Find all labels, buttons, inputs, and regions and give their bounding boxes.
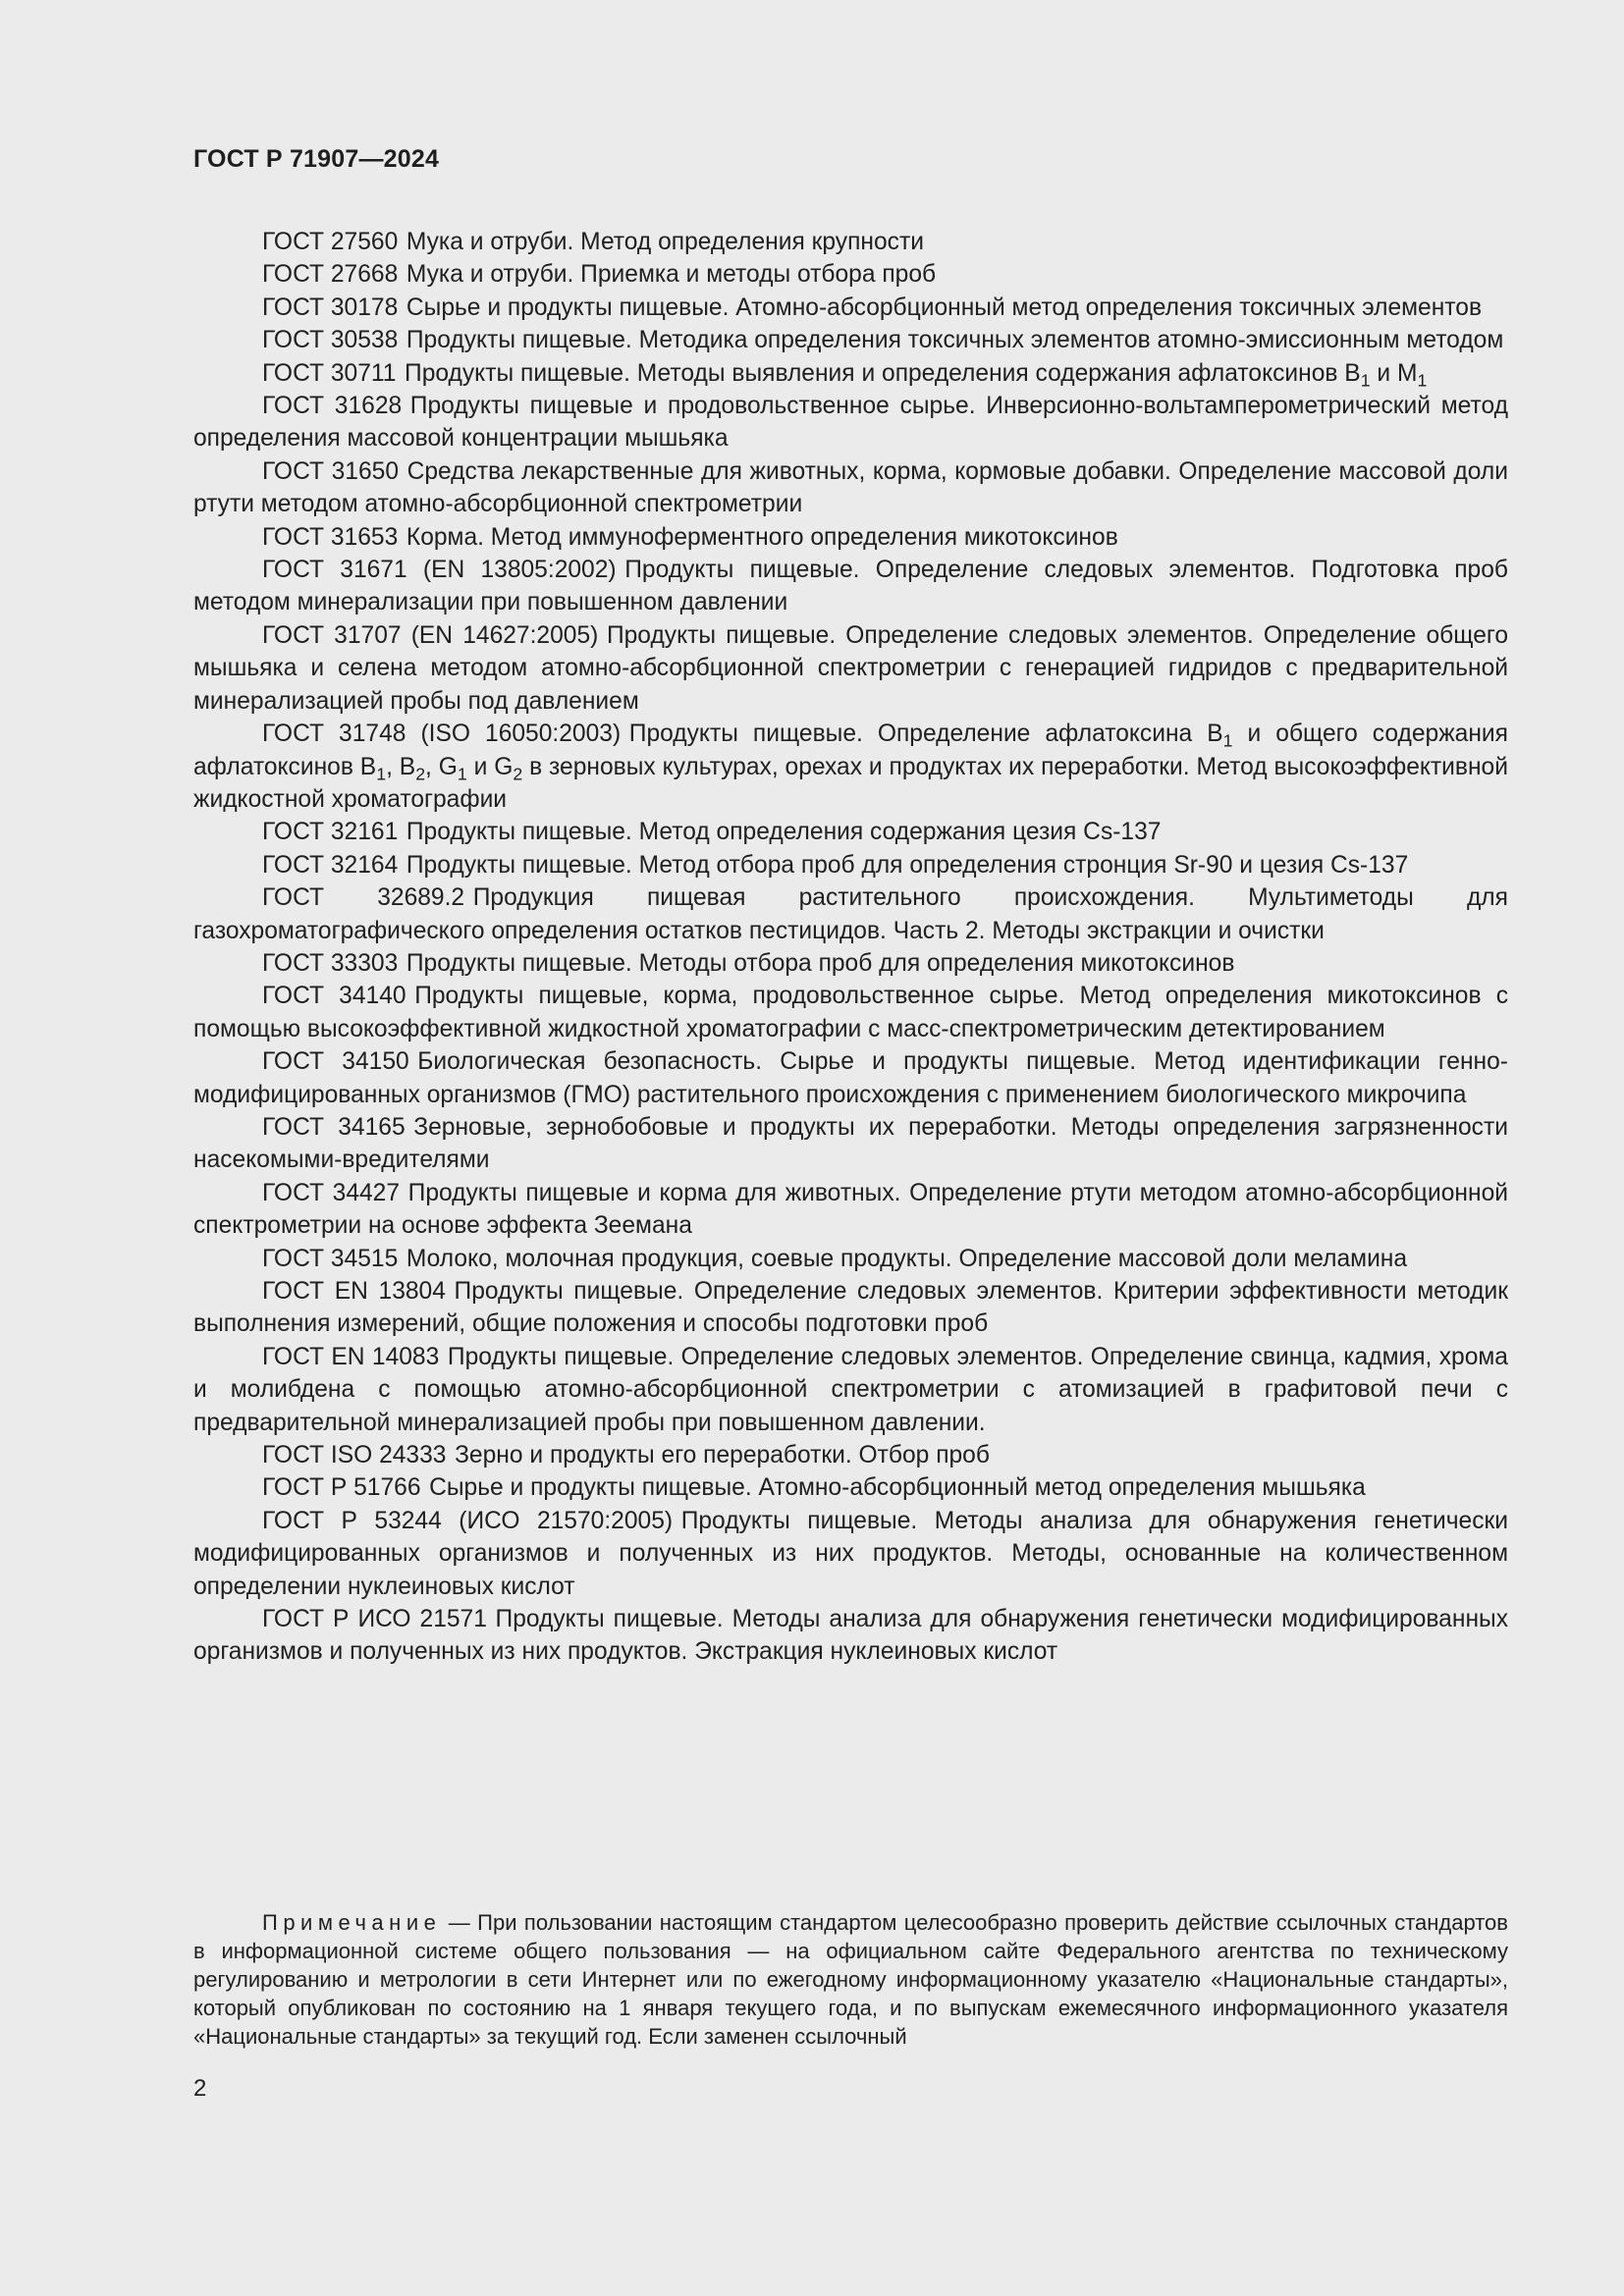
page-header: ГОСТ Р 71907—2024 bbox=[193, 145, 440, 173]
reference-code: ГОСТ 32161 bbox=[262, 819, 399, 846]
reference-title: Продукты пищевые. Определение следовых элементов. Критерии эффективности методик выполнения измерений, общие положения и способы подготовки проб bbox=[193, 1278, 1508, 1338]
reference-item bbox=[193, 1045, 1508, 1111]
reference-code: ГОСТ 31653 bbox=[262, 523, 399, 551]
reference-item bbox=[193, 980, 1508, 1045]
reference-title: Продукты пищевые. Методика определения токсичных элементов атомно-эмиссионным методом bbox=[406, 327, 1504, 354]
reference-title: Зерновые, зернобобовые и продукты их переработки. Методы определения загрязненности насекомыми-вредителями bbox=[193, 1113, 1508, 1174]
reference-code: ГОСТ 31748 (ISO 16050:2003) bbox=[262, 721, 622, 748]
reference-code: ГОСТ EN 13804 bbox=[262, 1278, 446, 1305]
reference-title: Продукты пищевые. Определение следовых элементов. Определение общего мышьяка и селена методом атомно-абсорбционной спектрометрии с генерацией гидридов с предварительной минерализацией пробы под давлением bbox=[193, 621, 1509, 715]
reference-title: Продукты пищевые. Метод определения содержания цезия Cs-137 bbox=[406, 819, 1162, 846]
reference-item bbox=[193, 849, 1508, 881]
reference-title: Молоко, молочная продукция, соевые продукты. Определение массовой доли меламина bbox=[406, 1245, 1408, 1272]
reference-code: ГОСТ 34150 bbox=[262, 1048, 409, 1076]
reference-code: ГОСТ 31671 (EN 13805:2002) bbox=[262, 557, 617, 584]
reference-title: Мука и отруби. Метод определения крупности bbox=[406, 229, 924, 255]
reference-item bbox=[193, 521, 1508, 554]
reference-title: Продукты пищевые. Методы анализа для обнаружения генетически модифицированных организмов и полученных из них продуктов. Экстракция нуклеиновых кислот bbox=[193, 1606, 1508, 1666]
reference-title: Продукты пищевые и продовольственное сырье. Инверсионно-вольтамперометрический метод определения массовой концентрации мышьяка bbox=[193, 393, 1508, 453]
reference-code: ГОСТ Р 53244 (ИСО 21570:2005) bbox=[262, 1507, 674, 1534]
reference-code: ГОСТ 30711 bbox=[262, 359, 397, 387]
reference-item bbox=[193, 1603, 1508, 1669]
reference-code: ГОСТ 31707 (EN 14627:2005) bbox=[262, 621, 599, 649]
reference-title: Продукты пищевые. Определение следовых элементов. Определение свинца, кадмия, хрома и молибдена с помощью атомно-абсорбционной спектрометрии с атомизацией в графитовой печи с предварительной минерализацией пробы при повышенном давлении. bbox=[193, 1343, 1508, 1436]
reference-item bbox=[193, 1471, 1508, 1504]
reference-code: ГОСТ EN 14083 bbox=[262, 1343, 440, 1370]
reference-title: Продукты пищевые, корма, продовольственное сырье. Метод определения микотоксинов с помощью высокоэффективной жидкостной хроматографии с масс-спектрометрическим детектированием bbox=[193, 983, 1508, 1042]
reference-item bbox=[193, 455, 1508, 521]
reference-item bbox=[193, 324, 1508, 356]
reference-title: Продукты пищевые. Определение следовых элементов. Подготовка проб методом минерализации при повышенном давлении bbox=[193, 557, 1508, 616]
reference-code: ГОСТ 34427 bbox=[262, 1179, 401, 1206]
reference-code: ГОСТ 30538 bbox=[262, 327, 399, 354]
reference-title: Сырье и продукты пищевые. Атомно-абсорбционный метод определения мышьяка bbox=[429, 1474, 1366, 1502]
reference-code: ГОСТ 34140 bbox=[262, 983, 406, 1010]
reference-item bbox=[193, 1439, 1508, 1471]
reference-title: Средства лекарственные для животных, корма, кормовые добавки. Определение массовой доли ртути методом атомно-абсорбционной спектрометрии bbox=[193, 457, 1508, 518]
reference-code: ГОСТ 31628 bbox=[262, 393, 403, 420]
reference-title: Продукты пищевые. Методы отбора проб для определения микотоксинов bbox=[406, 949, 1235, 977]
reference-title: Корма. Метод иммуноферментного определения микотоксинов bbox=[406, 523, 1118, 551]
reference-item bbox=[193, 258, 1508, 291]
reference-title: Продукты пищевые. Методы выявления и определения содержания афлатоксинов $B_1$ и $M_1$ bbox=[405, 359, 1428, 391]
reference-title: Продукция пищевая растительного происхождения. Мультиметоды для газохроматографического определения остатков пестицидов. Часть 2. Методы экстракции и очистки bbox=[193, 884, 1508, 944]
reference-code: ГОСТ 34515 bbox=[262, 1245, 399, 1272]
reference-code: ГОСТ 27560 bbox=[262, 229, 399, 255]
reference-code: ГОСТ Р 51766 bbox=[262, 1474, 421, 1502]
note-label: Примечание bbox=[262, 1910, 442, 1935]
reference-title: Зерно и продукты его переработки. Отбор проб bbox=[455, 1442, 990, 1469]
reference-item bbox=[193, 1177, 1508, 1243]
reference-item bbox=[193, 554, 1508, 619]
reference-title: Продукты пищевые. Определение афлатоксина $B_1$ и общего содержания афлатоксинов $B_1$, $B_2$, $G_1$ и $G_2$ в зерновых культурах, орехах и продуктах их переработки. Метод высокоэффективной жидкостной хроматографии bbox=[193, 721, 1508, 813]
reference-item bbox=[193, 619, 1508, 718]
reference-item bbox=[193, 947, 1508, 980]
reference-item bbox=[193, 292, 1508, 324]
reference-code: ГОСТ 27668 bbox=[262, 261, 399, 289]
reference-title: Мука и отруби. Приемка и методы отбора проб bbox=[406, 261, 937, 289]
reference-item bbox=[193, 390, 1508, 455]
reference-title: Сырье и продукты пищевые. Атомно-абсорбционный метод определения токсичных элементов bbox=[406, 294, 1483, 321]
reference-item bbox=[193, 1505, 1508, 1603]
reference-item bbox=[193, 1111, 1508, 1177]
reference-item bbox=[193, 881, 1508, 947]
note-text: — При пользовании настоящим стандартом целесообразно проверить действие ссылочных стандартов в информационной системе общего пользования — на официальном сайте Федерального агентства по техническому регулированию и метрологии в сети Интернет или по ежегодному информационному указателю «Национальные стандарты», который опубликован по состоянию на 1 января текущего года, и по выпускам ежемесячного информационного указателя «Национальные стандарты» за текущий год. Если заменен ссылочный bbox=[193, 1910, 1508, 2049]
reference-title: Продукты пищевые и корма для животных. Определение ртути методом атомно-абсорбционной спектрометрии на основе эффекта Зеемана bbox=[193, 1179, 1508, 1240]
reference-item bbox=[193, 1275, 1508, 1341]
reference-code: ГОСТ 31650 bbox=[262, 457, 399, 485]
reference-title: Продукты пищевые. Методы анализа для обнаружения генетически модифицированных организмов и полученных из них продуктов. Методы, основанные на количественном определении нуклеиновых кислот bbox=[193, 1507, 1509, 1600]
reference-item bbox=[193, 718, 1508, 816]
note-paragraph bbox=[193, 1908, 1508, 2051]
page-number: 2 bbox=[193, 2075, 207, 2102]
reference-code: ГОСТ 33303 bbox=[262, 949, 399, 977]
reference-title: Продукты пищевые. Метод отбора проб для определения стронция Sr-90 и цезия Cs-137 bbox=[406, 851, 1409, 879]
reference-code: ГОСТ 34165 bbox=[262, 1113, 406, 1141]
reference-item bbox=[193, 816, 1508, 848]
reference-code: ГОСТ 30178 bbox=[262, 294, 399, 321]
reference-item bbox=[193, 226, 1508, 258]
reference-item bbox=[193, 357, 1508, 390]
reference-item bbox=[193, 1341, 1508, 1439]
reference-code: ГОСТ ISO 24333 bbox=[262, 1442, 447, 1469]
normative-references-list bbox=[193, 226, 1508, 1669]
reference-item bbox=[193, 1243, 1508, 1275]
reference-code: ГОСТ 32164 bbox=[262, 851, 399, 879]
reference-code: ГОСТ Р ИСО 21571 bbox=[262, 1606, 487, 1633]
reference-code: ГОСТ 32689.2 bbox=[262, 884, 465, 912]
reference-title: Биологическая безопасность. Сырье и продукты пищевые. Метод идентификации генно-модифицированных организмов (ГМО) растительного происхождения с применением биологического микрочипа bbox=[193, 1048, 1508, 1108]
